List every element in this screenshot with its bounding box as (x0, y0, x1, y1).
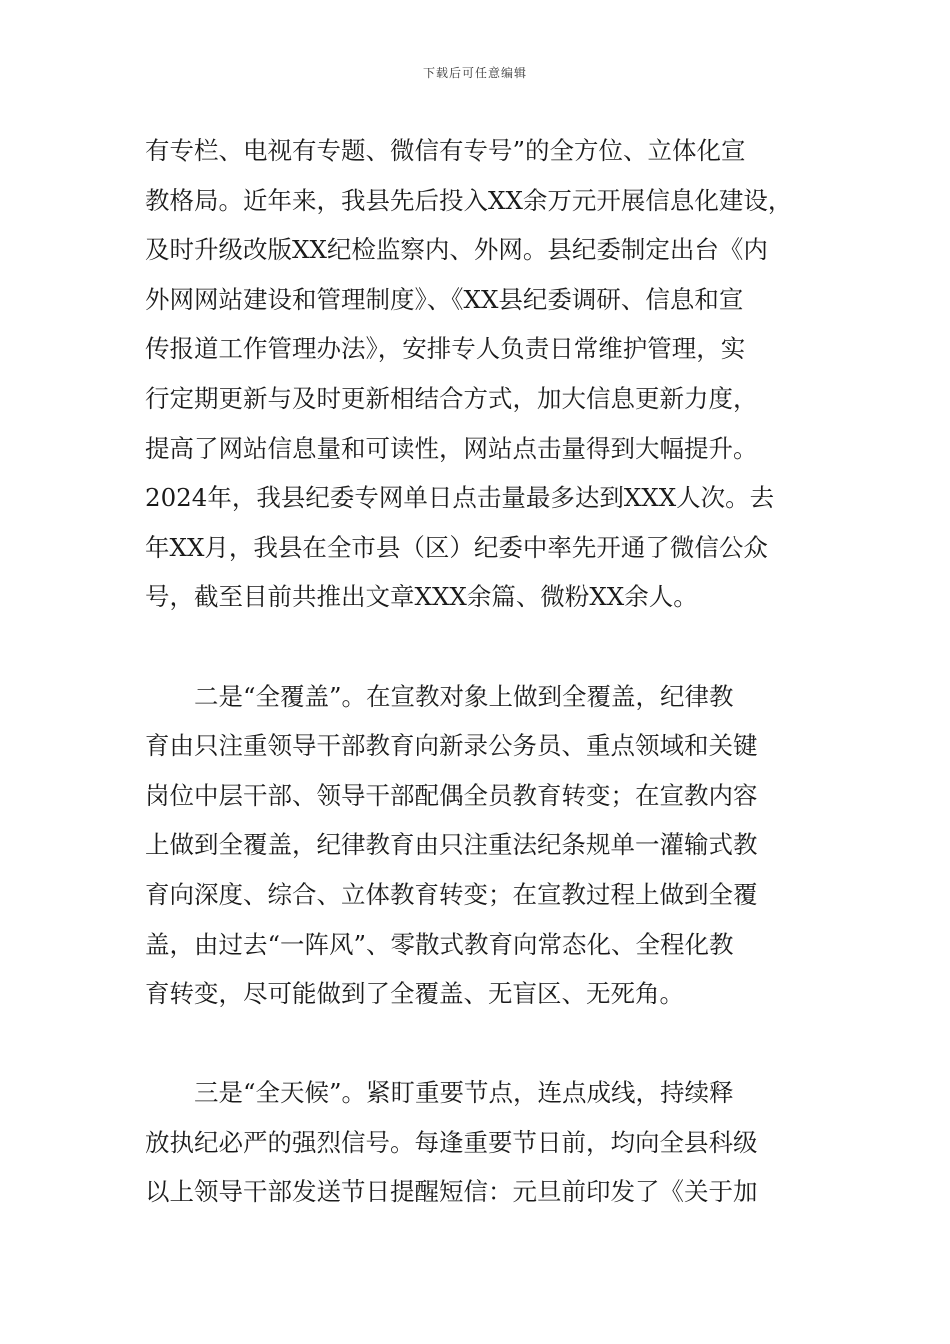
text-line: 传报道工作管理办法》，安排专人负责日常维护管理，实 (145, 334, 746, 364)
text-line: 外网网站建设和管理制度》、《XX县纪委调研、信息和宣 (145, 284, 744, 314)
text-line: 有专栏、电视有专题、微信有专号”的全方位、立体化宣 (145, 136, 746, 165)
text-line: 盖，由过去“一阵风”、零散式教育向常态化、全程化教 (145, 929, 734, 959)
paragraph-gap (145, 622, 825, 672)
text-line: 三是“全天候”。紧盯重要节点，连点成线，持续释 (145, 1078, 734, 1108)
text-line: 岗位中层干部、领导干部配偶全员教育转变；在宣教内容 (145, 780, 758, 810)
paragraph-gap (145, 1019, 825, 1069)
text-line: 放执纪必严的强烈信号。每逢重要节日前，均向全县科级 (145, 1127, 758, 1157)
text-line: 提高了网站信息量和可读性，网站点击量得到大幅提升。 (145, 433, 758, 463)
paragraph (145, 1068, 825, 1217)
paragraph (145, 126, 825, 622)
page-header: 下载后可任意编辑 (422, 66, 527, 80)
text-line: 二是“全覆盖”。在宣教对象上做到全覆盖，纪律教 (145, 681, 734, 711)
text-line: 育由只注重领导干部教育向新录公务员、重点领域和关键 (145, 731, 758, 761)
text-line: 号，截至目前共推出文章XXX余篇、微粉XX余人。 (145, 582, 698, 612)
text-line: 教格局。近年来，我县先后投入XX余万元开展信息化建设， (145, 185, 793, 215)
text-line: 及时升级改版XX纪检监察内、外网。县纪委制定出台《内 (145, 235, 768, 265)
text-line: 育向深度、综合、立体教育转变；在宣教过程上做到全覆 (145, 879, 758, 909)
text-line: 2024年，我县纪委专网单日点击量最多达到XXX人次。去 (145, 483, 775, 513)
text-line: 育转变，尽可能做到了全覆盖、无盲区、无死角。 (145, 979, 684, 1009)
text-line: 以上领导干部发送节日提醒短信：元旦前印发了《关于加 (145, 1177, 758, 1207)
text-line: 上做到全覆盖，纪律教育由只注重法纪条规单一灌输式教 (145, 830, 758, 860)
paragraph (145, 672, 825, 1019)
document-body (145, 126, 825, 1217)
text-line: 年XX月，我县在全市县（区）纪委中率先开通了微信公众 (145, 532, 768, 562)
text-line: 行定期更新与及时更新相结合方式，加大信息更新力度， (145, 383, 758, 413)
